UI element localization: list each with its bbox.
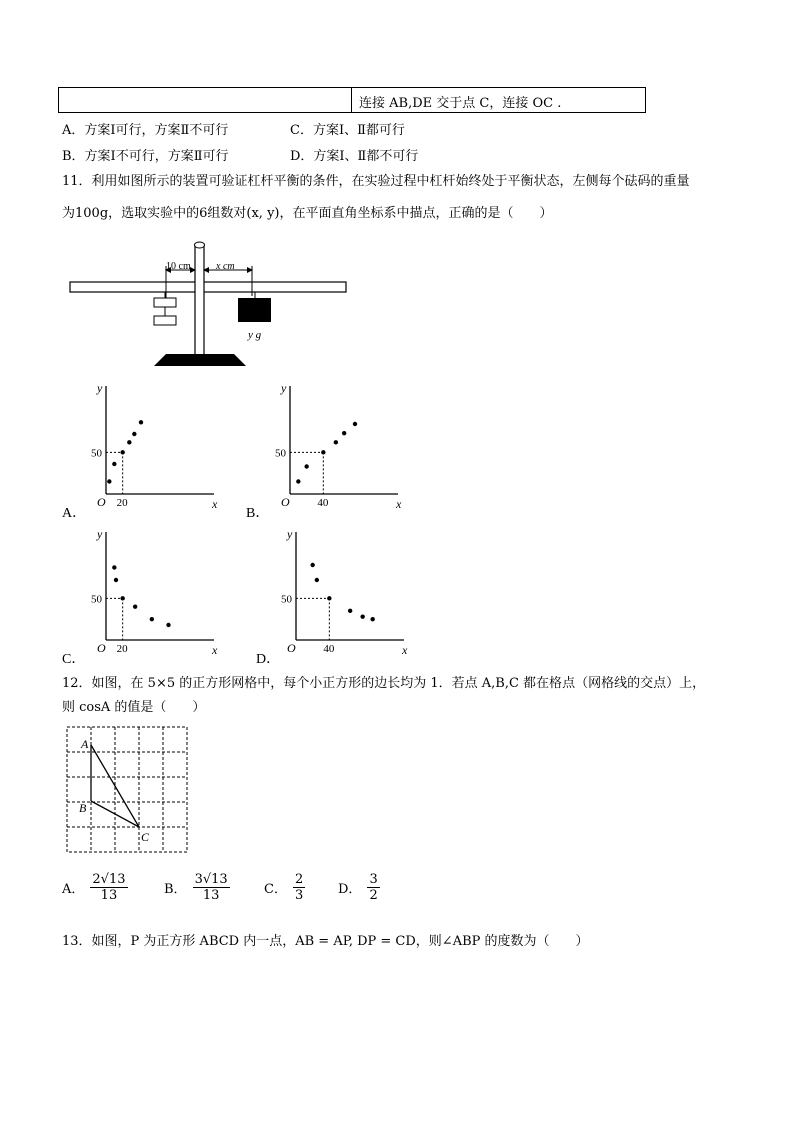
right-distance-label: x cm [216,261,235,272]
lever-pivot-post [195,244,204,358]
origin-label: O [287,641,296,655]
right-weight [238,298,271,322]
y-tick-label: 50 [281,593,292,606]
q11-option-b-letter: B． [246,506,270,521]
data-point-4 [127,440,131,444]
q11-option-d-letter: D． [256,652,281,667]
data-point-6 [370,617,374,621]
left-distance-label: 10 cm [166,261,191,272]
data-point-4 [334,440,338,444]
q12-option-a: A． $\frac{2√13}{13}$ [62,872,126,903]
q11-option-c-letter: C． [62,652,86,667]
data-point-5 [342,431,346,435]
answer-table-row [58,87,646,113]
left-weight-2 [154,316,176,325]
lever-base [154,354,246,366]
lever-beam [70,282,346,292]
x-axis-label: x [396,497,402,511]
data-point-3 [321,450,325,454]
graph-c [84,524,224,664]
origin-label: O [97,495,106,509]
left-weight-1 [154,298,176,307]
q12-stem-line2: 则 cosA 的值是（ ） [62,700,206,715]
weight-label: y g [248,329,262,341]
data-point-3 [120,450,124,454]
y-tick-label: 50 [91,447,102,460]
data-point-5 [132,432,136,436]
q10-option-b: B．方案Ⅰ不可行，方案Ⅱ可行 [62,149,229,164]
data-point-6 [353,422,357,426]
q12-stem-line1: 12．如图，在 5×5 的正方形网格中，每个小正方形的边长均为 1．若点 A,B,C 都在格点（网格线的交点）上， [62,676,706,691]
data-point-1 [107,479,111,483]
x-tick-label: 20 [116,643,128,655]
x-tick-label: 20 [116,497,128,509]
point-c-label: C [141,830,150,844]
y-axis-label: y [97,527,103,541]
data-point-2 [112,462,116,466]
data-point-1 [310,563,314,567]
data-point-6 [139,420,143,424]
y-axis-label: y [97,381,103,395]
data-point-5 [150,617,154,621]
graph-d [274,524,419,664]
graph-a [84,378,224,518]
data-point-4 [133,604,137,608]
origin-label: O [97,641,106,655]
y-tick-label: 50 [275,447,286,460]
lever-apparatus-figure [68,238,350,368]
data-point-5 [360,614,364,618]
q11-stem-line1: 11．利用如图所示的装置可验证杠杆平衡的条件，在实验过程中杠杆始终处于平衡状态，左侧每个砝码的重量 [62,174,690,189]
origin-label: O [281,495,290,509]
q12-option-b: B． $\frac{3√13}{13}$ [164,872,228,903]
x-axis-label: x [402,643,408,657]
y-tick-label: 50 [91,593,102,606]
table-divider [351,88,352,112]
data-point-3 [120,596,124,600]
data-point-1 [296,479,300,483]
q10-option-a: A．方案Ⅰ可行，方案Ⅱ不可行 [62,123,229,138]
y-axis-label: y [287,527,293,541]
q12-option-c: C． $\frac{2}{3}$ [264,872,304,903]
y-axis-label: y [281,381,287,395]
point-b-label: B [79,801,87,815]
data-point-6 [166,623,170,627]
data-point-1 [112,565,116,569]
graph-b [268,378,408,518]
data-point-3 [327,596,331,600]
x-tick-label: 40 [323,643,335,655]
x-axis-label: x [212,497,218,511]
q10-option-d: D．方案Ⅰ、Ⅱ都不可行 [290,149,419,164]
data-point-4 [348,609,352,613]
x-axis-label: x [212,643,218,657]
q12-option-d: D． $\frac{3}{2}$ [338,872,378,903]
q11-stem-line2: 为100g，选取实验中的6组数对(x, y)，在平面直角坐标系中描点，正确的是（ ） [62,206,553,221]
x-tick-label: 40 [317,497,329,509]
data-point-2 [304,464,308,468]
table-right-cell: 连接 AB,DE 交于点 C，连接 OC . [359,96,562,111]
data-point-2 [114,578,118,582]
data-point-2 [315,578,319,582]
point-a-label: A [81,737,89,751]
q10-option-c: C．方案Ⅰ、Ⅱ都可行 [290,123,405,138]
q13-stem: 13．如图，P 为正方形 ABCD 内一点，AB = AP, DP = CD，则∠ABP 的度数为（ ） [62,934,589,949]
q11-option-a-letter: A． [62,506,87,521]
grid-figure [64,724,192,856]
